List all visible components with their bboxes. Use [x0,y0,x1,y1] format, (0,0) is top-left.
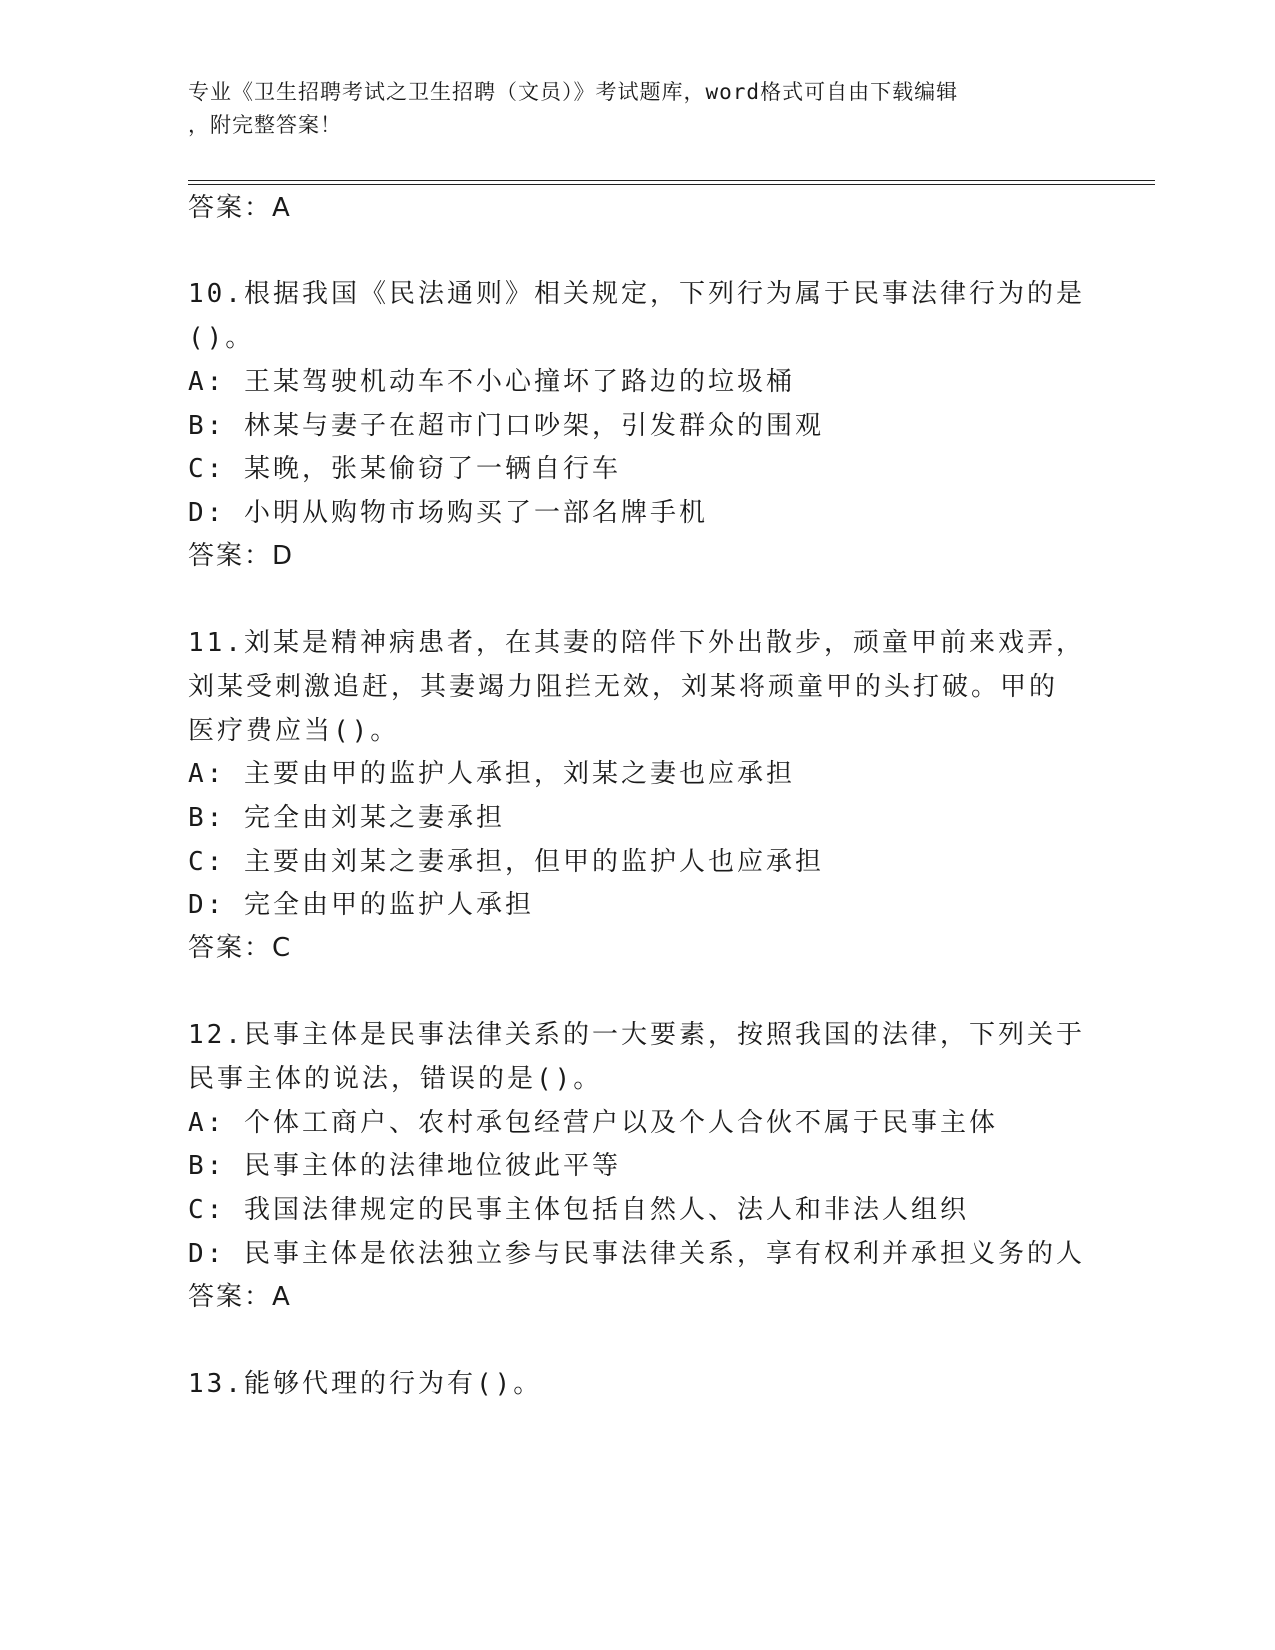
q12-option-b: B: 民事主体的法律地位彼此平等 [188,1151,621,1181]
answer-prev: 答案：A [188,193,292,223]
q11-option-b: B: 完全由刘某之妻承担 [188,803,505,833]
q10-option-c: C: 某晚，张某偷窃了一辆自行车 [188,454,621,484]
q10-stem-line-1: 10.根据我国《民法通则》相关规定，下列行为属于民事法律行为的是 [188,279,1085,309]
q11-stem-line-2: 刘某受刺激追赶，其妻竭力阻拦无效，刘某将顽童甲的头打破。甲的 [188,672,1059,702]
q11-stem-line-3: 医疗费应当()。 [188,716,400,746]
document-header [188,76,1088,142]
q10-stem-line-2: ()。 [188,323,255,353]
q12-stem-line-1: 12.民事主体是民事法律关系的一大要素，按照我国的法律，下列关于 [188,1020,1085,1050]
q13-stem-line-1: 13.能够代理的行为有()。 [188,1369,543,1399]
header-divider-top [188,180,1155,181]
q11-stem-line-1: 11.刘某是精神病患者，在其妻的陪伴下外出散步，顽童甲前来戏弄， [188,628,1085,658]
q11-option-c: C: 主要由刘某之妻承担，但甲的监护人也应承担 [188,847,824,877]
header-line-2: ，附完整答案！ [188,113,342,137]
q12-answer: 答案：A [188,1282,292,1312]
q10-option-b: B: 林某与妻子在超市门口吵架，引发群众的围观 [188,411,824,441]
q11-option-a: A: 主要由甲的监护人承担，刘某之妻也应承担 [188,759,795,789]
q10-answer: 答案：D [188,541,295,571]
header-divider-bottom [188,184,1155,185]
q12-stem-line-2: 民事主体的说法，错误的是()。 [188,1064,603,1094]
q11-answer: 答案：C [188,933,293,963]
q12-option-a: A: 个体工商户、农村承包经营户以及个人合伙不属于民事主体 [188,1108,998,1138]
q10-option-a: A: 王某驾驶机动车不小心撞坏了路边的垃圾桶 [188,367,795,397]
q10-option-d: D: 小明从购物市场购买了一部名牌手机 [188,498,708,528]
header-line-1: 专业《卫生招聘考试之卫生招聘（文员）》考试题库，word格式可自由下载编辑 [188,80,959,104]
q12-option-d: D: 民事主体是依法独立参与民事法律关系，享有权利并承担义务的人 [188,1239,1085,1269]
q11-option-d: D: 完全由甲的监护人承担 [188,890,534,920]
q12-option-c: C: 我国法律规定的民事主体包括自然人、法人和非法人组织 [188,1195,969,1225]
